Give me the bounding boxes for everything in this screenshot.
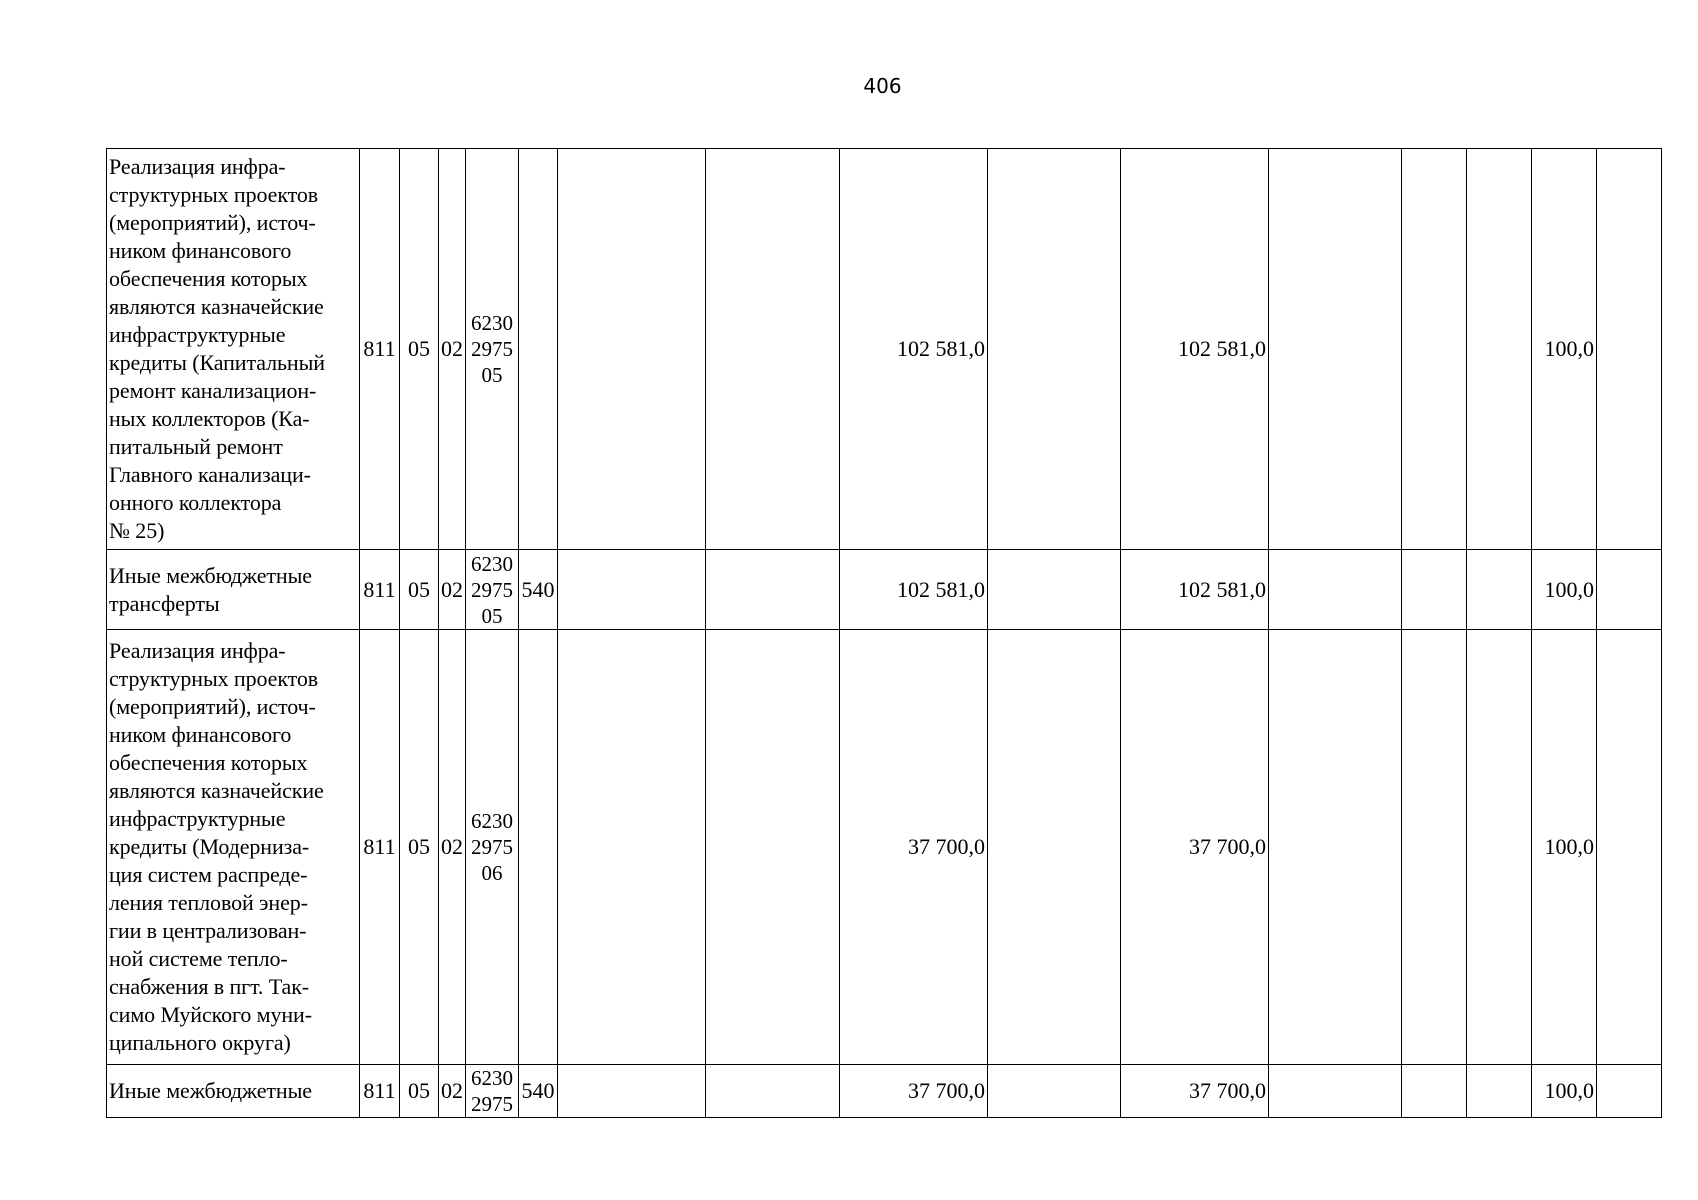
fact-cell: 37 700,0: [1121, 1065, 1269, 1118]
budget-table: [106, 148, 1662, 1118]
empty-cell: [1402, 1065, 1467, 1118]
pr-cell: 02: [439, 630, 466, 1065]
csr-cell: [466, 149, 519, 550]
empty-cell: [1597, 550, 1662, 630]
plan-cell: 37 700,0: [840, 1065, 988, 1118]
csr-cell: [466, 550, 519, 630]
empty-cell: [1467, 630, 1532, 1065]
vr-cell: 540: [519, 550, 558, 630]
empty-cell: [558, 1065, 706, 1118]
fact-cell: 37 700,0: [1121, 630, 1269, 1065]
percent-cell: 100,0: [1532, 149, 1597, 550]
table-row: [107, 1065, 1662, 1118]
csr-code: 6230 2975: [471, 1066, 513, 1116]
pr-cell: 02: [439, 550, 466, 630]
row-name-cell: [107, 1065, 360, 1118]
empty-cell: [558, 630, 706, 1065]
rz-cell: 05: [400, 149, 439, 550]
row-name: Реализация инфра- структурных проектов (мероприятий), источ- ником финансового обеспечения которых являются казначейские инфраструктурные кредиты (Модерниза- ция систем распреде- ления тепловой энер- гии в централизован- ной системе тепло- снабжения в пгт. Так- симо Муйского муни- ципального округа): [109, 638, 324, 1055]
row-name: Иные межбюджетные: [109, 1078, 312, 1103]
row-name: Иные межбюджетные трансферты: [109, 562, 312, 616]
csr-code: 6230 2975 05: [471, 311, 513, 387]
empty-cell: [558, 550, 706, 630]
vr-cell: [519, 149, 558, 550]
pr-cell: 02: [439, 1065, 466, 1118]
rz-cell: 05: [400, 1065, 439, 1118]
table-row: [107, 630, 1662, 1065]
rz-cell: 05: [400, 630, 439, 1065]
percent-cell: 100,0: [1532, 630, 1597, 1065]
empty-cell: [1467, 1065, 1532, 1118]
empty-cell: [988, 149, 1121, 550]
empty-cell: [1402, 149, 1467, 550]
empty-cell: [1269, 149, 1402, 550]
empty-cell: [706, 630, 840, 1065]
empty-cell: [706, 550, 840, 630]
row-name-cell: [107, 550, 360, 630]
empty-cell: [1597, 1065, 1662, 1118]
csr-cell: [466, 630, 519, 1065]
row-name-cell: [107, 630, 360, 1065]
plan-cell: 102 581,0: [840, 550, 988, 630]
grbs-cell: 811: [360, 149, 400, 550]
empty-cell: [1269, 1065, 1402, 1118]
empty-cell: [1269, 630, 1402, 1065]
grbs-cell: 811: [360, 1065, 400, 1118]
table-row: [107, 149, 1662, 550]
empty-cell: [988, 630, 1121, 1065]
csr-cell: [466, 1065, 519, 1118]
empty-cell: [1269, 550, 1402, 630]
fact-cell: 102 581,0: [1121, 550, 1269, 630]
vr-cell: [519, 630, 558, 1065]
grbs-cell: 811: [360, 630, 400, 1065]
empty-cell: [1467, 550, 1532, 630]
row-name-cell: [107, 149, 360, 550]
csr-code: 6230 2975 05: [471, 551, 513, 628]
empty-cell: [706, 1065, 840, 1118]
fact-cell: 102 581,0: [1121, 149, 1269, 550]
table-row: [107, 550, 1662, 630]
empty-cell: [1402, 550, 1467, 630]
empty-cell: [558, 149, 706, 550]
page-number: 406: [863, 74, 902, 98]
empty-cell: [988, 1065, 1121, 1118]
plan-cell: 37 700,0: [840, 630, 988, 1065]
vr-cell: 540: [519, 1065, 558, 1118]
empty-cell: [706, 149, 840, 550]
percent-cell: 100,0: [1532, 1065, 1597, 1118]
plan-cell: 102 581,0: [840, 149, 988, 550]
csr-code: 6230 2975 06: [471, 809, 513, 885]
row-name: Реализация инфра- структурных проектов (мероприятий), источ- ником финансового обеспечения которых являются казначейские инфраструктурные кредиты (Капитальный ремонт канализацион- ных коллекторов (Ка- питальный ремонт Главного канализаци- онного коллектора № 25): [109, 154, 325, 543]
pr-cell: 02: [439, 149, 466, 550]
percent-cell: 100,0: [1532, 550, 1597, 630]
empty-cell: [1402, 630, 1467, 1065]
grbs-cell: 811: [360, 550, 400, 630]
rz-cell: 05: [400, 550, 439, 630]
empty-cell: [1597, 149, 1662, 550]
empty-cell: [1467, 149, 1532, 550]
empty-cell: [988, 550, 1121, 630]
empty-cell: [1597, 630, 1662, 1065]
